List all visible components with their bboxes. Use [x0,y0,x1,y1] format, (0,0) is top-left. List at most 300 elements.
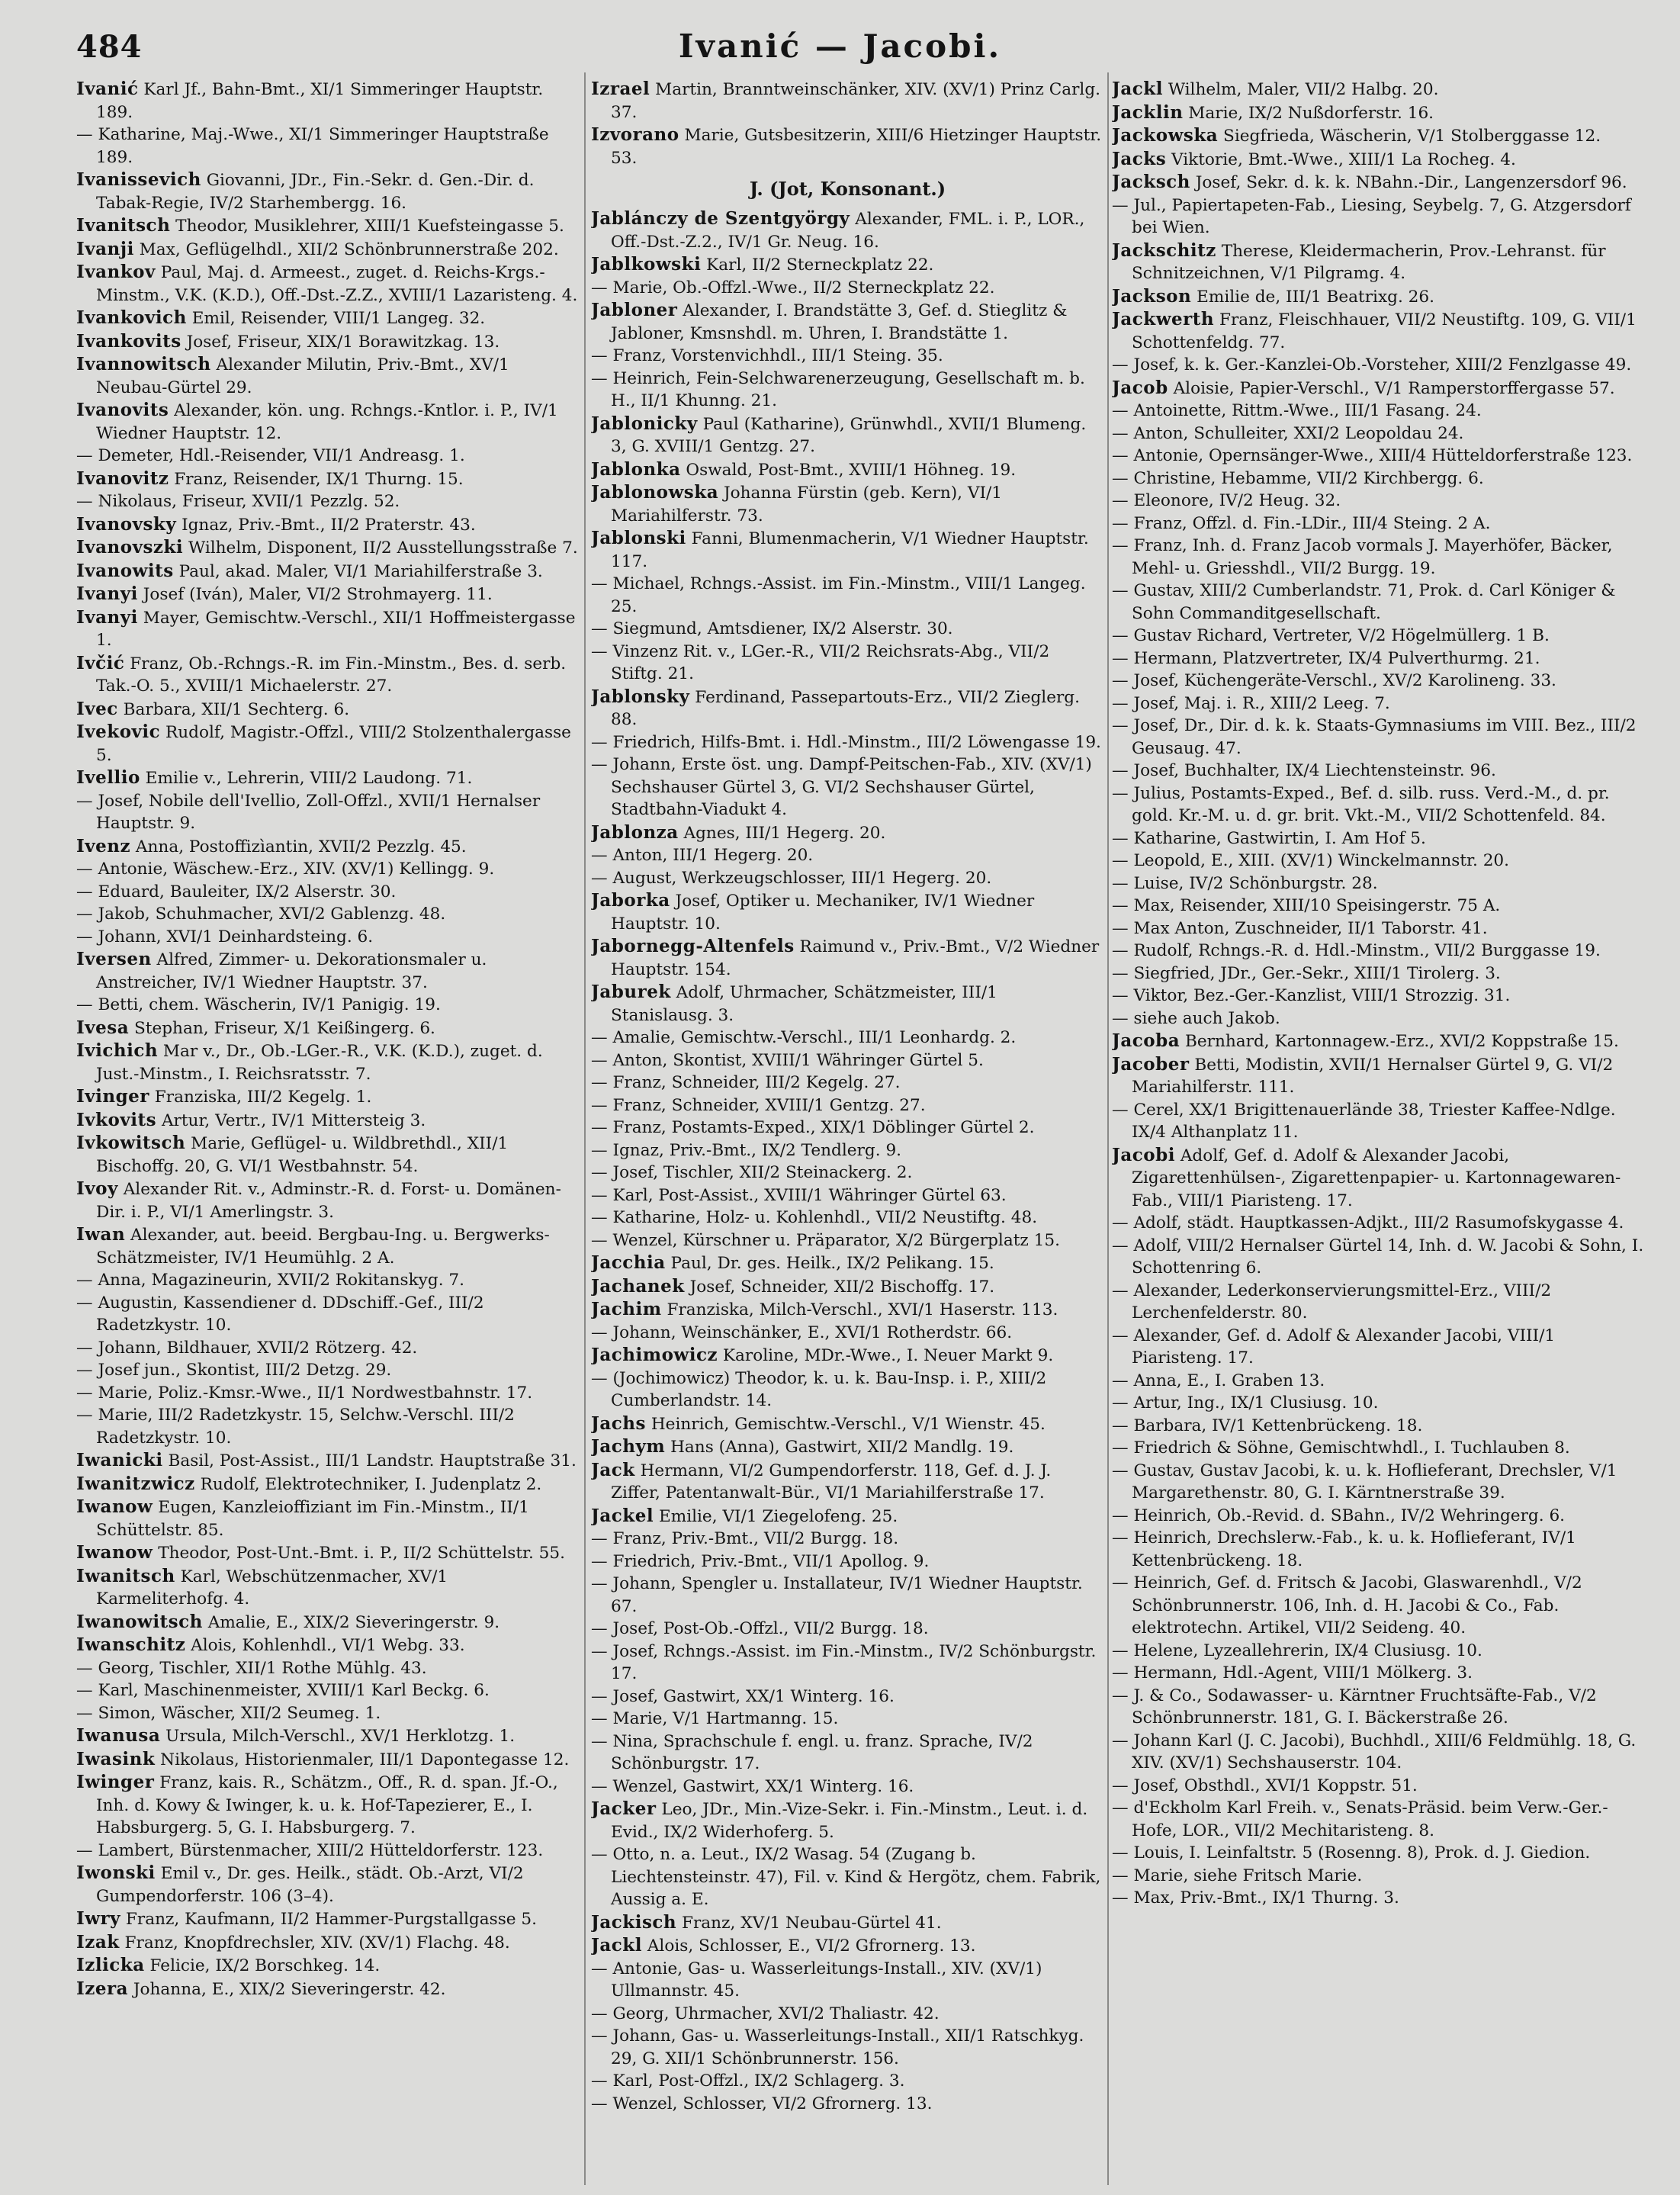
directory-entry [591,867,1104,890]
entry-surname: Jablkowski [591,254,702,275]
directory-entry [76,1978,580,2001]
directory-entry [76,835,580,859]
entry-text: — Anton, Skontist, XVIII/1 Währinger Gürtel 5. [591,1050,984,1070]
entry-text: Alexander, FML. i. P., LOR., Off.-Dst.-Z.2., IV/1 Gr. Neug. 16. [611,210,1085,252]
entry-text: Nikolaus, Historienmaler, III/1 Dapontegasse 12. [155,1750,570,1769]
entry-text: — Anna, Magazineurin, XVII/2 Rokitanskyg. 7. [76,1271,465,1290]
directory-entry [1112,760,1649,783]
entry-text: Paul, Maj. d. Armeest., zuget. d. Reichs-Krgs.-Minstm., V.K. (K.D.), Off.-Dst.-Z.Z., XVIII/1 Lazaristeng. 4. [96,263,578,305]
entry-text: — Anton, III/1 Hegerg. 20. [591,846,814,865]
directory-entry [591,1686,1104,1708]
directory-entry [591,1911,1104,1935]
entry-text: Josef (Iván), Maler, VI/2 Strohmayerg. 11. [137,585,493,604]
entry-text: — Franz, Vorstenvichhdl., III/1 Steing. 35. [591,346,943,365]
entry-text: — Johann, Bildhauer, XVII/2 Rötzerg. 42. [76,1338,418,1358]
entry-text: — Franz, Inh. d. Franz Jacob vormals J. Mayerhöfer, Bäcker, Mehl- u. Griesshdl., VII/2 Burgg. 19. [1112,536,1613,578]
entry-text: Alexander Rit. v., Adminstr.-R. d. Forst- u. Domänen-Dir. i. P., VI/1 Amerlingstr. 3. [96,1180,561,1222]
entry-text: — Augustin, Kassendiener d. DDschiff.-Gef., III/2 Radetzkystr. 10. [76,1293,484,1335]
directory-entry [591,1776,1104,1798]
directory-entry [591,1322,1104,1345]
directory-entry [76,948,580,994]
directory-entry [1112,423,1649,445]
entry-text: — Karl, Post-Assist., XVIII/1 Währinger Gürtel 63. [591,1185,1007,1205]
directory-entry [591,1708,1104,1731]
entry-text: — Gustav Richard, Vertreter, V/2 Högelmüllerg. 1 B. [1112,626,1550,645]
entry-surname: Iwanow [76,1496,153,1517]
directory-entry [591,2093,1104,2116]
directory-entry [591,1275,1104,1299]
directory-entry [1112,1505,1649,1528]
directory-entry [76,169,580,214]
entry-text: — Johann, Weinschänker, E., XVI/1 Rotherdstr. 66. [591,1322,1013,1342]
entry-text: Adolf, Uhrmacher, Schätzmeister, III/1 Stanislausg. 3. [611,983,997,1025]
entry-surname: Jablánczy de Szentgyörgy [591,208,850,229]
entry-text: Hermann, VI/2 Gumpendorferstr. 118, Gef. d. J. J. Ziffer, Patentanwalt-Bür., VI/1 Mariahilferstraße 17. [611,1461,1052,1502]
entry-text: Rudolf, Magistr.-Offzl., VIII/2 Stolzenthalergasse 5. [96,723,571,765]
entry-text: Alexander, I. Brandstätte 3, Gef. d. Stieglitz & Jabloner, Kmsnshdl. m. Uhren, I. Brandstätte 1. [611,301,1068,343]
directory-entry [591,889,1104,935]
entry-surname: Jacoba [1112,1030,1180,1051]
entry-text: — Heinrich, Fein-Selchwarenerzeugung, Gesellschaft m. b. H., II/1 Khunng. 21. [591,368,1085,410]
directory-entry [76,353,580,399]
directory-entry [1112,1842,1649,1865]
entry-text: — Max, Priv.-Bmt., IX/1 Thurng. 3. [1112,1888,1399,1907]
entry-text: — Lambert, Bürstenmacher, XIII/2 Hütteldorferstr. 123. [76,1840,544,1860]
entry-text: Bernhard, Kartonnagew.-Erz., XVI/2 Koppstraße 15. [1180,1032,1619,1051]
entry-text: Paul, Dr. ges. Heilk., IX/2 Pelikang. 15. [665,1254,994,1273]
directory-entry [591,345,1104,368]
entry-surname: Ivanissevich [76,169,201,190]
directory-entry [76,513,580,537]
entry-text: — Ignaz, Priv.-Bmt., IX/2 Tendlerg. 9. [591,1140,902,1160]
entry-surname: Jackwerth [1112,309,1215,329]
directory-entry [1112,468,1649,490]
directory-entry [76,1724,580,1748]
entry-text: — Luise, IV/2 Schönburgstr. 28. [1112,873,1378,893]
entry-text: Marie, IX/2 Nußdorferstr. 16. [1183,103,1434,123]
entry-text: — Cerel, XX/1 Brigittenauerlände 38, Triester Kaffee-Ndlge. IX/4 Althanplatz 11. [1112,1100,1616,1142]
directory-entry [1112,783,1649,828]
directory-entry [1112,1053,1649,1099]
entry-text: Franz, Kaufmann, II/2 Hammer-Purgstallgasse 5. [120,1910,538,1929]
directory-entry [591,299,1104,345]
entry-text: — Marie, III/2 Radetzkystr. 15, Selchw.-Verschl. III/2 Radetzkystr. 10. [76,1406,515,1448]
directory-entry [591,1573,1104,1618]
entry-surname: Ivanyi [76,606,138,628]
page-number: 484 [76,29,143,65]
entry-text: — Josef jun., Skontist, III/2 Detzg. 29. [76,1361,392,1380]
directory-entry [76,1040,580,1085]
entry-text: Alois, Kohlenhdl., VI/1 Webg. 33. [185,1636,465,1655]
entry-surname: Jachs [591,1412,646,1434]
column-1 [76,78,580,2183]
directory-entry [76,1382,580,1405]
directory-entry [1112,693,1649,715]
directory-entry [1112,1370,1649,1393]
directory-entry [591,277,1104,300]
entry-text: Alois, Schlosser, E., VI/2 Gfrornerg. 13. [641,1936,976,1956]
directory-entry [591,527,1104,573]
directory-entry [1112,625,1649,648]
directory-entry [1112,285,1649,309]
directory-entry [1112,148,1649,172]
directory-entry [1112,1212,1649,1235]
directory-entry [76,1657,580,1680]
directory-entry [1112,1730,1649,1775]
directory-entry [76,1954,580,1978]
entry-text: Emilie de, III/1 Beatrixg. 26. [1191,287,1435,307]
entry-surname: Izak [76,1931,120,1952]
directory-entry [591,1184,1104,1207]
entry-text: — Johann, Spengler u. Installateur, IV/1 Wiedner Hauptstr. 67. [591,1574,1083,1616]
entry-text: Agnes, III/1 Hegerg. 20. [678,823,886,843]
directory-entry [591,1117,1104,1139]
entry-text: Eugen, Kanzleioffiziant im Fin.-Minstm., II/1 Schüttelstr. 85. [96,1498,529,1540]
entry-text: — Julius, Postamts-Exped., Bef. d. silb. russ. Verd.-M., d. pr. gold. Kr.-M. u. d. gr. brit. Vkt.-M., VII/2 Schottenfeld. 84. [1112,783,1610,825]
entry-text: — Josef, Post-Ob.-Offzl., VII/2 Burgg. 18. [591,1619,929,1638]
entry-surname: Jackl [1112,79,1163,99]
entry-surname: Jacksch [1112,172,1190,192]
directory-entry [76,698,580,721]
entry-text: — Karl, Post-Offzl., IX/2 Schlagerg. 3. [591,2071,905,2091]
entry-surname: Iversen [76,949,152,969]
entry-text: — Eleonore, IV/2 Heug. 32. [1112,491,1341,510]
directory-entry [1112,895,1649,918]
entry-text: Karl, II/2 Sterneckplatz 22. [701,255,934,275]
directory-entry [1112,1392,1649,1415]
directory-entry [591,1207,1104,1229]
entry-surname: Jablonicky [591,413,698,434]
entry-text: — Eduard, Bauleiter, IX/2 Alserstr. 30. [76,882,397,901]
entry-surname: Ivenz [76,835,131,856]
entry-text: — Marie, siehe Fritsch Marie. [1112,1866,1363,1885]
directory-entry [591,1412,1104,1436]
entry-text: — Georg, Uhrmacher, XVI/2 Thaliastr. 42. [591,2004,940,2023]
entry-text: Ferdinand, Passepartouts-Erz., VII/2 Zieglerg. 88. [611,687,1080,729]
directory-entry [591,481,1104,527]
directory-entry [1112,1437,1649,1460]
entry-text: — siehe auch Jakob. [1112,1008,1280,1028]
directory-entry [76,1449,580,1473]
column-divider [1107,72,1109,2185]
entry-text: Artur, Vertr., IV/1 Mittersteig 3. [156,1110,426,1130]
entry-text: Franz, XV/1 Neubau-Gürtel 41. [676,1913,942,1933]
directory-entry [591,2003,1104,2026]
entry-text: Barbara, XII/1 Sechterg. 6. [117,699,350,719]
entry-text: — Amalie, Gemischtw.-Verschl., III/1 Leonhardg. 2. [591,1028,1017,1047]
directory-entry [1112,194,1649,239]
directory-entry [1112,1887,1649,1910]
directory-entry [1112,490,1649,513]
entry-surname: Ivesa [76,1017,130,1038]
directory-entry [1112,1325,1649,1370]
directory-entry [76,307,580,330]
entry-surname: Ivanovsky [76,513,177,535]
entry-text: — Franz, Schneider, XVIII/1 Gentzg. 27. [591,1095,926,1115]
entry-text: Franziska, III/2 Kegelg. 1. [149,1088,372,1107]
directory-entry [591,821,1104,845]
entry-text: — Max, Reisender, XIII/10 Speisingerstr. 75 A. [1112,896,1501,915]
entry-surname: Ivanowits [76,560,174,581]
entry-text: — Josef, k. k. Ger.-Kanzlei-Ob.-Vorsteher, XIII/2 Fenzlgasse 49. [1112,355,1632,374]
directory-entry [591,1618,1104,1641]
directory-entry [591,844,1104,867]
directory-entry [1112,828,1649,850]
entry-text: — Marie, Ob.-Offzl.-Wwe., II/2 Sterneckplatz 22. [591,278,995,297]
entry-text: — Gustav, Gustav Jacobi, k. u. k. Hoflieferant, Drechsler, V/1 Margarethenstr. 80, G. I. Kärntnerstraße 39. [1112,1461,1617,1502]
directory-entry [591,413,1104,458]
entry-text: Giovanni, JDr., Fin.-Sekr. d. Gen.-Dir. d. Tabak-Regie, IV/2 Starhembergg. 16. [96,171,535,213]
entry-text: Franziska, Milch-Verschl., XVI/1 Haserstr. 113. [661,1300,1058,1319]
directory-entry [1112,1797,1649,1842]
entry-text: — Helene, Lyzeallehrerin, IX/4 Clusiusg. 10. [1112,1641,1482,1660]
directory-entry [1112,535,1649,580]
directory-entry [1112,1144,1649,1213]
directory-entry [1112,1235,1649,1280]
directory-entry [76,766,580,790]
directory-entry [591,1435,1104,1459]
entry-text: Amalie, E., XIX/2 Sieveringerstr. 9. [202,1612,500,1632]
entry-text: — Franz, Offzl. d. Fin.-LDir., III/4 Steing. 2 A. [1112,513,1491,533]
entry-surname: Ivekovic [76,721,161,742]
entry-text: Karoline, MDr.-Wwe., I. Neuer Markt 9. [718,1346,1054,1365]
directory-entry [76,261,580,307]
directory-entry [76,1771,580,1840]
directory-entry [76,790,580,835]
entry-surname: Ivanyi [76,583,138,604]
entry-surname: Jachym [591,1436,666,1457]
entry-text: — Wenzel, Kürschner u. Präparator, X/2 Bürgerplatz 15. [591,1230,1060,1250]
entry-text: — Franz, Postamts-Exped., XIX/1 Döblinger Gürtel 2. [591,1118,1035,1137]
entry-surname: Iwanitzwicz [76,1473,195,1494]
entry-text: Alfred, Zimmer- u. Dekorationsmaler u. Anstreicher, IV/1 Wiedner Hauptstr. 37. [96,950,487,992]
entry-surname: Jaborka [591,890,670,911]
entry-surname: Izvorano [591,124,679,145]
entry-text: — Heinrich, Gef. d. Fritsch & Jacobi, Glaswarenhdl., V/2 Schönbrunnerstr. 106, Inh. d. H. Jacobi & Co., Fab. elektrotechn. Artikel, VII/2 Seideng. 40. [1112,1573,1582,1637]
entry-text: — Josef, Rchngs.-Assist. im Fin.-Minstm., IV/2 Schönburgstr. 17. [591,1641,1097,1683]
entry-text: — Jul., Papiertapeten-Fab., Liesing, Seybelg. 7, G. Atzgersdorf bei Wien. [1112,195,1631,237]
entry-text: — Antonie, Opernsänger-Wwe., XIII/4 Hütteldorferstraße 123. [1112,446,1633,465]
entry-surname: Ivichich [76,1040,159,1061]
directory-entry [76,1541,580,1565]
directory-entry [1112,377,1649,400]
entry-text: — Christine, Hebamme, VII/2 Kirchbergg. 6. [1112,468,1484,488]
entry-text: Ursula, Milch-Verschl., XV/1 Herklotzg. 1. [160,1727,516,1746]
directory-entry [591,1049,1104,1072]
directory-entry [1112,963,1649,985]
entry-surname: Jachanek [591,1275,685,1297]
directory-entry [1112,1527,1649,1572]
directory-entry [591,1641,1104,1686]
directory-entry [76,1679,580,1702]
entry-text: — Josef, Küchengeräte-Verschl., XV/2 Karolineng. 33. [1112,671,1556,690]
entry-surname: Ivčić [76,652,125,673]
entry-surname: Iwanowitsch [76,1611,203,1632]
directory-entry [76,903,580,926]
entry-text: Marie, Geflügel- u. Wildbrethdl., XII/1 Bischoffg. 20, G. VI/1 Westbahnstr. 54. [96,1134,509,1176]
entry-text: Karl, Webschützenmacher, XV/1 Karmeliterhofg. 4. [96,1567,448,1608]
directory-entry [1112,873,1649,895]
directory-entry [1112,1572,1649,1640]
entry-text: — Nikolaus, Friseur, XVII/1 Pezzlg. 52. [76,492,400,511]
entry-surname: Jacobi [1112,1144,1175,1165]
directory-entry [76,1178,580,1223]
directory-entry [76,583,580,606]
directory-entry [76,468,580,491]
entry-surname: Izlicka [76,1955,145,1975]
entry-text: Rudolf, Elektrotechniker, I. Judenplatz 2. [194,1474,542,1494]
directory-entry [1112,1030,1649,1053]
entry-text: — Josef, Dr., Dir. d. k. k. Staats-Gymnasiums im VIII. Bez., III/2 Geusaug. 47. [1112,716,1637,758]
entry-text: — J. & Co., Sodawasser- u. Kärntner Fruchtsäfte-Fab., V/2 Schönbrunnerstr. 181, G. I. Bäckerstraße 26. [1112,1686,1597,1727]
entry-text: Raimund v., Priv.-Bmt., V/2 Wiedner Hauptstr. 154. [611,937,1100,979]
directory-entry [591,368,1104,413]
directory-entry [1112,400,1649,423]
entry-text: Emil, Reisender, VIII/1 Langeg. 32. [186,309,486,328]
directory-entry [1112,670,1649,693]
directory-entry [76,445,580,468]
entry-text: Paul (Katharine), Grünwhdl., XVII/1 Blumeng. 3, G. XVIII/1 Gentzg. 27. [611,414,1087,456]
entry-text: Johanna Fürstin (geb. Kern), VI/1 Mariahilferstr. 73. [611,484,1003,525]
entry-text: — Alexander, Lederkonservierungsmittel-Erz., VIII/2 Lerchenfelderstr. 80. [1112,1281,1552,1322]
entry-text: — Johann Karl (J. C. Jacobi), Buchhdl., XIII/6 Feldmühlg. 18, G. XIV. (XV/1) Sechshauserstr. 104. [1112,1731,1637,1772]
directory-entry [1112,354,1649,377]
entry-text: Franz, Knopfdrechsler, XIV. (XV/1) Flachg. 48. [119,1933,510,1952]
entry-surname: Ivankov [76,262,156,282]
entry-text: — Wenzel, Schlosser, VI/2 Gfrornerg. 13. [591,2094,933,2113]
entry-text: Stephan, Friseur, X/1 Keißingerg. 6. [129,1018,435,1038]
directory-entry [76,1359,580,1382]
entry-text: Oswald, Post-Bmt., XVIII/1 Höhneg. 19. [680,460,1017,480]
entry-surname: Jackschitz [1112,239,1216,261]
entry-surname: Jacklin [1112,101,1184,123]
directory-entry [591,1528,1104,1551]
directory-entry [591,686,1104,731]
entry-text: Viktorie, Bmt.-Wwe., XIII/1 La Rocheg. 4. [1166,149,1516,169]
entry-text: Alexander Milutin, Priv.-Bmt., XV/1 Neubau-Gürtel 29. [96,355,509,397]
entry-text: — Vinzenz Rit. v., LGer.-R., VII/2 Reichsrats-Abg., VII/2 Stiftg. 21. [591,641,1050,683]
entry-text: Josef, Optiker u. Mechaniker, IV/1 Wiedner Hauptstr. 10. [611,892,1035,934]
entry-surname: Ivinger [76,1086,149,1107]
directory-entry [591,207,1104,253]
directory-entry [591,1344,1104,1367]
directory-entry [591,458,1104,482]
directory-entry [76,78,580,124]
entry-text: — Josef, Buchhalter, IX/4 Liechtensteinstr. 96. [1112,761,1496,780]
directory-entry [76,330,580,354]
entry-surname: Ivannowitsch [76,354,211,374]
entry-text: — Johann, Gas- u. Wasserleitungs-Install., XII/1 Ratschkyg. 29, G. XII/1 Schönbrunnerstr. 156. [591,2026,1084,2068]
entry-text: — Josef, Nobile dell'Ivellio, Zoll-Offzl., XVII/1 Hernalser Hauptstr. 9. [76,791,541,833]
entry-text: Franz, kais. R., Schätzm., Off., R. d. span. Jf.-O., Inh. d. Kowy & Iwinger, k. u. k. Hof-Tapezierer, E., I. Habsburgerg. 5, G. I. Habsburgerg. 7. [96,1773,558,1837]
directory-entry [76,1337,580,1360]
entry-text: — Nina, Sprachschule f. engl. u. franz. Sprache, IV/2 Schönburgstr. 17. [591,1731,1033,1773]
entry-surname: Ivec [76,698,118,719]
entry-surname: Jablonsky [591,686,690,707]
directory-entry [591,754,1104,821]
entry-surname: Ivanji [76,238,134,259]
entry-text: — Gustav, XIII/2 Cumberlandstr. 71, Prok. d. Carl Königer & Sohn Commanditgesellschaft. [1112,581,1616,623]
entry-surname: Iwasink [76,1748,156,1769]
directory-entry [1112,580,1649,625]
entry-text: — Katharine, Maj.-Wwe., XI/1 Simmeringer Hauptstraße 189. [76,125,549,167]
entry-text: — Leopold, E., XIII. (XV/1) Winckelmannstr. 20. [1112,851,1510,870]
entry-surname: Ivellio [76,767,140,788]
directory-entry [1112,918,1649,940]
entry-surname: Jablonowska [591,482,719,503]
column-3 [1112,78,1649,2183]
entry-surname: Jackel [591,1505,654,1526]
directory-entry [591,981,1104,1027]
directory-entry [76,1085,580,1109]
column-divider [584,72,586,2185]
entry-text: Mar v., Dr., Ob.-LGer.-R., V.K. (K.D.), zuget. d. Just.-Minstm., I. Reichsratsstr. 7. [96,1042,543,1084]
entry-text: — Siegmund, Amtsdiener, IX/2 Alserstr. 30. [591,619,953,638]
directory-entry [76,1404,580,1449]
entry-text: Betti, Modistin, XVII/1 Hernalser Gürtel 9, G. VI/2 Mariahilferstr. 111. [1132,1055,1614,1097]
entry-text: Siegfrieda, Wäscherin, V/1 Stolberggasse 12. [1218,127,1601,146]
entry-surname: Iwry [76,1908,121,1929]
entry-surname: Iwanusa [76,1725,161,1746]
entry-text: Aloisie, Papier-Verschl., V/1 Ramperstorffergasse 57. [1168,378,1615,398]
entry-surname: Jackl [591,1935,642,1956]
entry-text: — Johann, XVI/1 Deinhardsteing. 6. [76,927,374,946]
directory-entry [591,78,1104,124]
entry-surname: Ivankovich [76,307,187,328]
entry-surname: Jacks [1112,148,1167,169]
entry-text: Emilie v., Lehrerin, VIII/2 Laudong. 71. [140,769,473,788]
entry-text: Emil v., Dr. ges. Heilk., städt. Ob.-Arzt, VI/2 Gumpendorferstr. 106 (3–4). [96,1864,524,1906]
entry-text: Franz, Ob.-Rchngs.-R. im Fin.-Minstm., Bes. d. serb. Tak.-O. 5., XVIII/1 Michaelerstr. 27. [96,654,567,696]
directory-entry [1112,101,1649,125]
entry-text: Alexander, aut. beeid. Bergbau-Ing. u. Bergwerks-Schätzmeister, IV/1 Heumühlg. 2 A. [96,1226,550,1268]
directory-entry [1112,171,1649,194]
entry-text: Basil, Post-Assist., III/1 Landstr. Hauptstraße 31. [162,1451,577,1470]
directory-entry [1112,308,1649,354]
directory-entry [76,238,580,262]
entry-text: — Anton, Schulleiter, XXI/2 Leopoldau 24. [1112,423,1464,443]
entry-surname: Ivanovszki [76,537,184,558]
entry-surname: Ivoy [76,1178,118,1199]
directory-entry [76,124,580,169]
entry-text: — Katharine, Gastwirtin, I. Am Hof 5. [1112,828,1426,848]
directory-entry [1112,1662,1649,1685]
directory-entry [591,1162,1104,1184]
entry-text: — Marie, V/1 Hartmanng. 15. [591,1709,839,1728]
directory-entry [591,641,1104,686]
directory-entry [76,1565,580,1611]
entry-text: Max, Geflügelhdl., XII/2 Schönbrunnerstraße 202. [133,239,559,259]
entry-text: — Hermann, Platzvertreter, IX/4 Pulverthurmg. 21. [1112,648,1540,668]
entry-surname: Iwinger [76,1772,155,1792]
directory-entry [591,1229,1104,1252]
directory-entry [591,1934,1104,1958]
directory-entry [76,214,580,238]
directory-entry [76,1840,580,1862]
directory-entry [1112,940,1649,963]
section-heading: J. (Jot, Konsonant.) [749,178,946,200]
entry-surname: Iwanschitz [76,1634,186,1655]
entry-surname: Ivankovits [76,330,181,352]
directory-entry [591,1731,1104,1776]
entry-text: — Friedrich & Söhne, Gemischtwhdl., I. Tuchlauben 8. [1112,1438,1570,1457]
directory-entry [591,618,1104,641]
entry-surname: Jachim [591,1299,662,1319]
entry-text: Wilhelm, Maler, VII/2 Halbg. 20. [1162,80,1439,99]
directory-entry [76,399,580,445]
entry-text: — Josef, Obsthdl., XVI/1 Koppstr. 51. [1112,1776,1418,1795]
entry-text: — Viktor, Bez.-Ger.-Kanzlist, VIII/1 Strozzig. 31. [1112,986,1511,1005]
